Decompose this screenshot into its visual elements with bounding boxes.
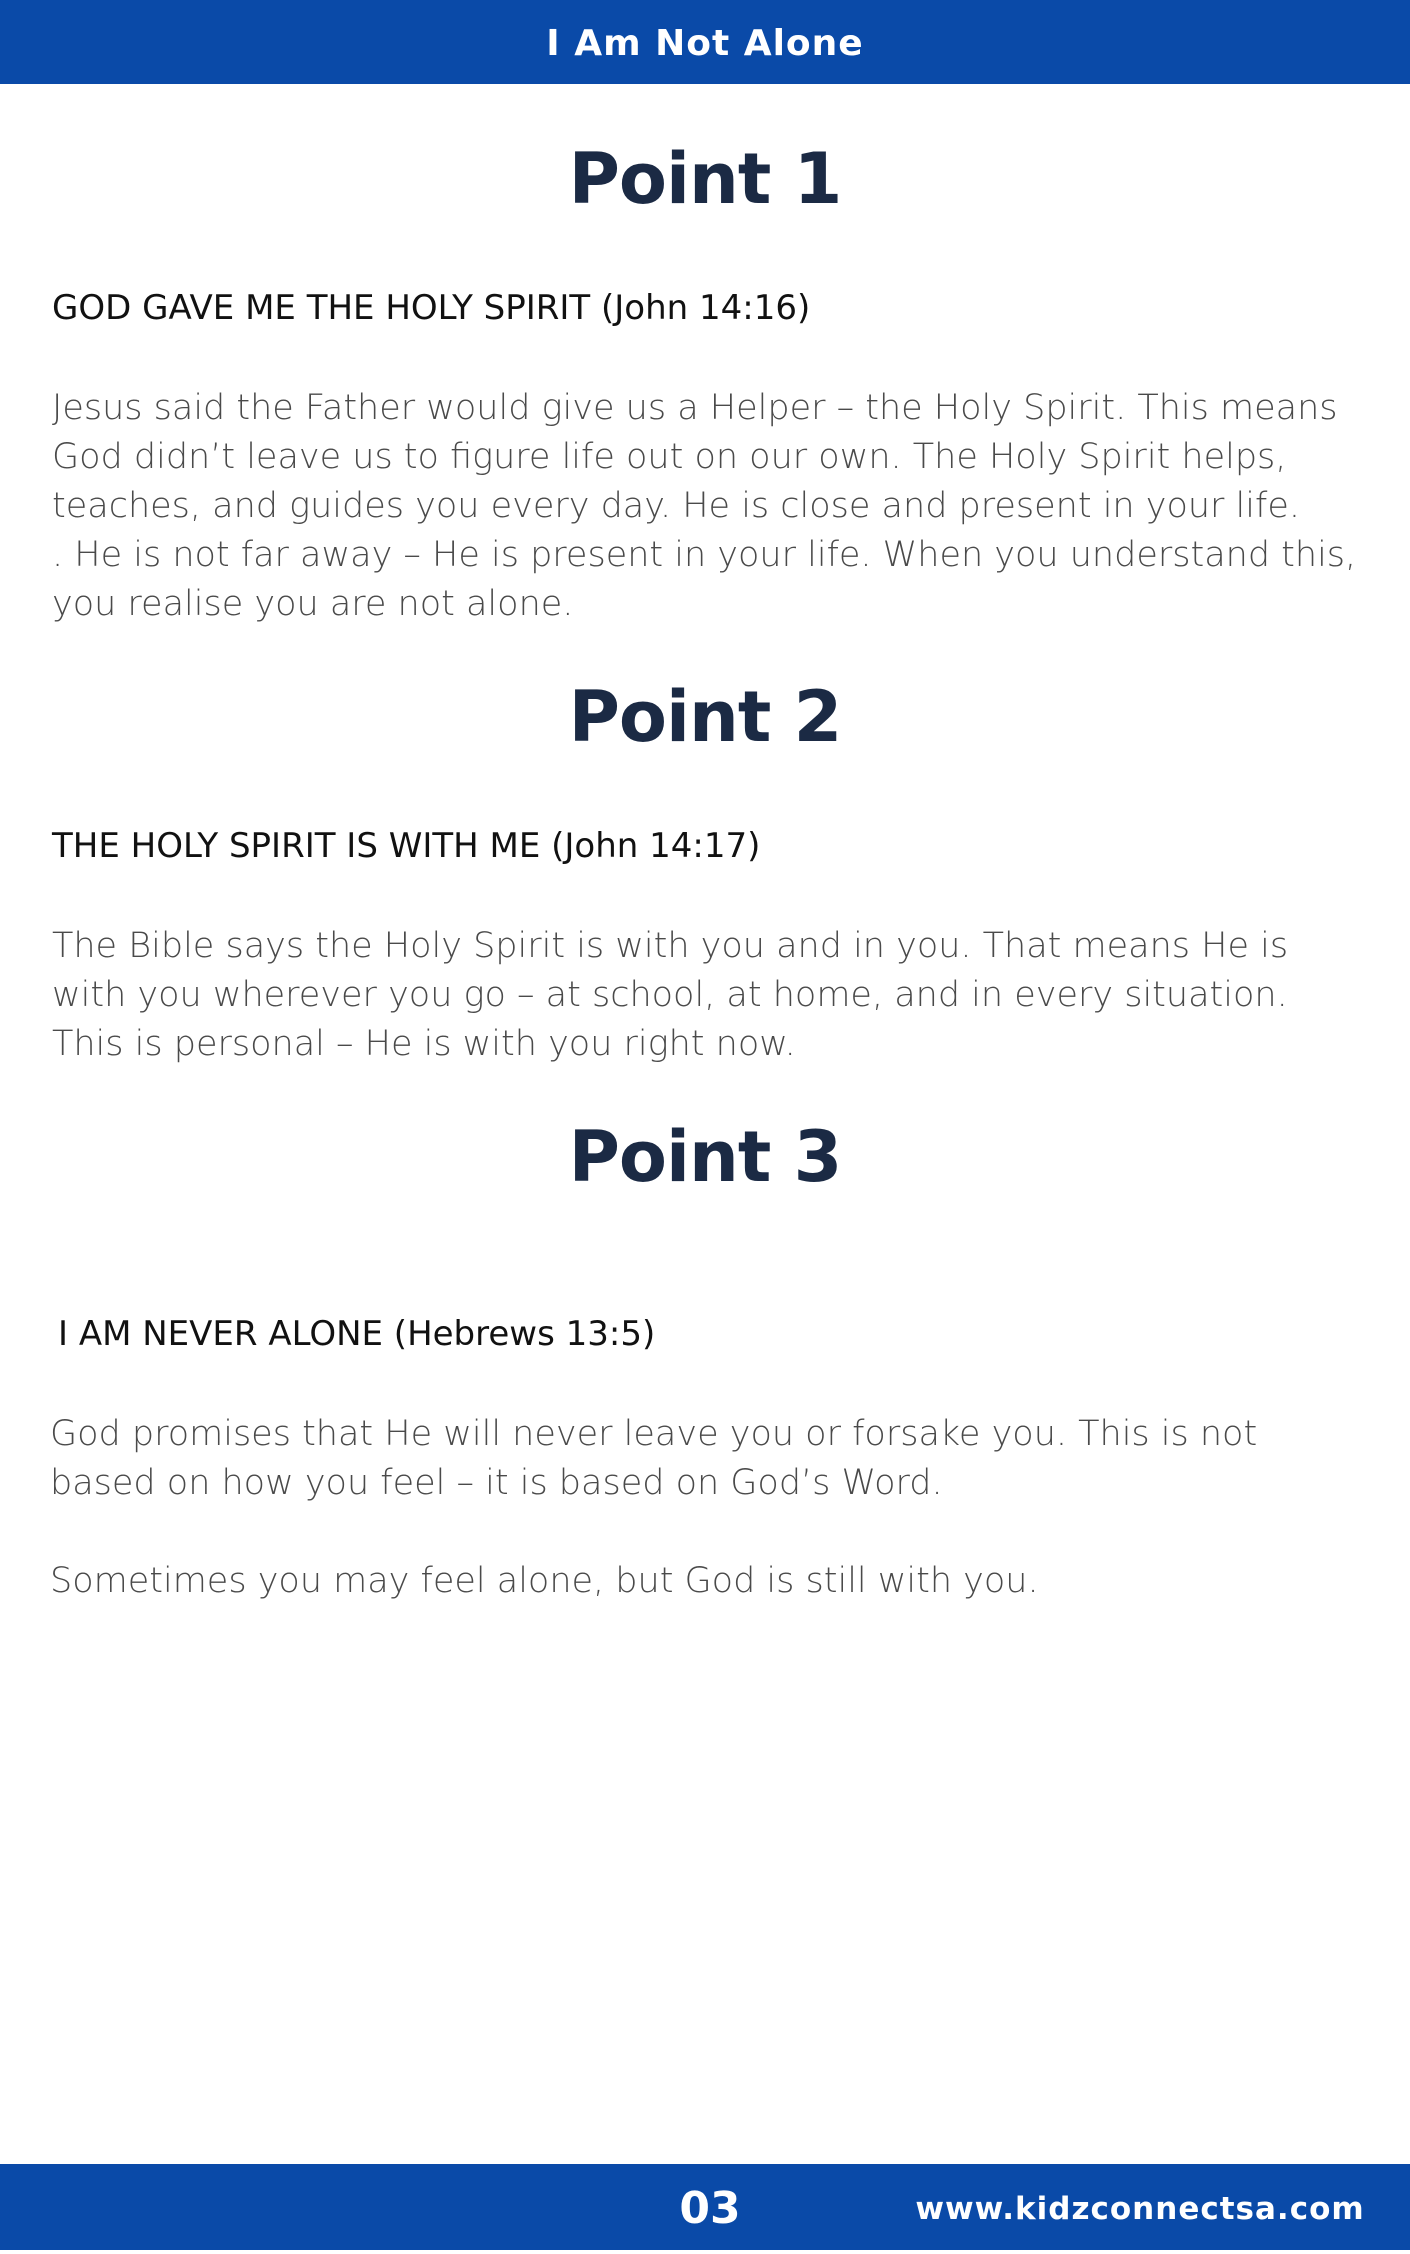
page-title: I Am Not Alone (546, 23, 864, 64)
point-2-paragraph (52, 922, 1342, 1069)
paragraph-line: This is personal – He is with you right now. (52, 1024, 796, 1064)
paragraph-line: Sometimes you may feel alone, but God is still with you. (50, 1561, 1039, 1601)
point-3-extra-paragraph (50, 1557, 1340, 1606)
paragraph-line: Jesus said the Father would give us a Helper – the Holy Spirit. This means (52, 388, 1338, 428)
paragraph-line: based on how you feel – it is based on God’s Word. (50, 1463, 943, 1503)
paragraph-line: you realise you are not alone. (52, 584, 574, 624)
point-3-paragraph (50, 1410, 1340, 1508)
point-3-subheading: I AM NEVER ALONE (Hebrews 13:5) (58, 1314, 656, 1354)
footer-bar (0, 2164, 1410, 2250)
point-2-heading: Point 2 (568, 676, 842, 758)
paragraph-line: teaches, and guides you every day. He is close and present in your life. (52, 486, 1300, 526)
header-bar (0, 0, 1410, 84)
point-1-heading: Point 1 (568, 138, 842, 220)
paragraph-line: God promises that He will never leave you or forsake you. This is not (50, 1414, 1258, 1454)
point-3-heading: Point 3 (568, 1116, 842, 1198)
website-link[interactable]: www.kidzconnectsa.com (915, 2191, 1365, 2227)
point-1-paragraph (52, 384, 1357, 629)
paragraph-line: . He is not far away – He is present in your life. When you understand this, (52, 535, 1357, 575)
page-number: 03 (679, 2183, 741, 2234)
paragraph-line: God didn’t leave us to figure life out on our own. The Holy Spirit helps, (52, 437, 1287, 477)
point-2-subheading: THE HOLY SPIRIT IS WITH ME (John 14:17) (52, 826, 761, 866)
point-1-subheading: GOD GAVE ME THE HOLY SPIRIT (John 14:16) (52, 288, 811, 328)
paragraph-line: with you wherever you go – at school, at home, and in every situation. (52, 975, 1288, 1015)
paragraph-line: The Bible says the Holy Spirit is with you and in you. That means He is (52, 926, 1289, 966)
